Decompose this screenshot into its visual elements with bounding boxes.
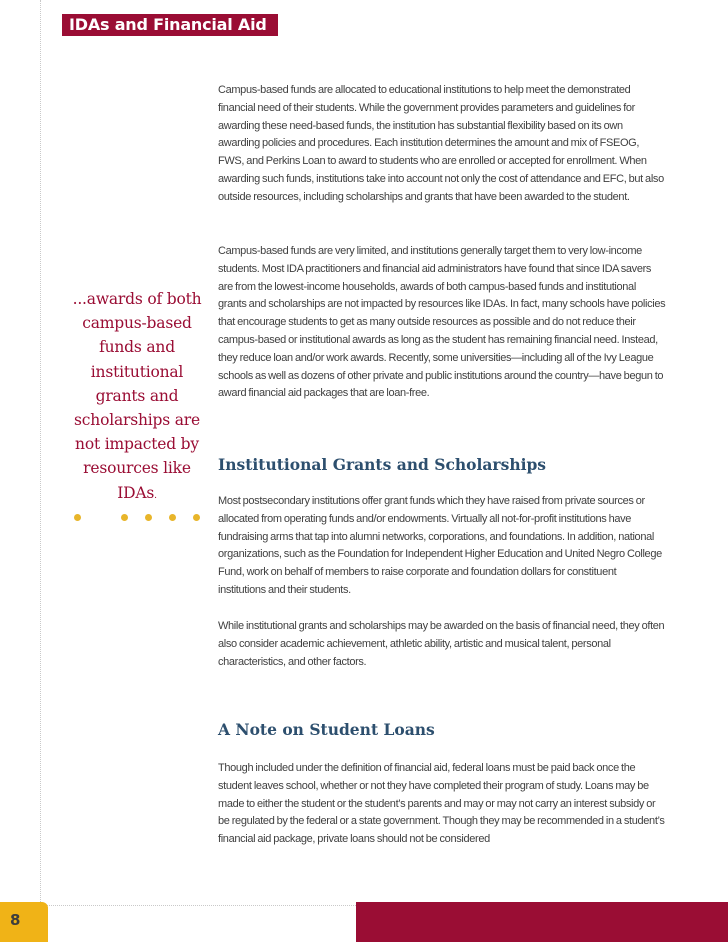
pull-quote-text: ...awards of both campus-based funds and institutional grants and scholarships are not impacted by resources like IDAs — [72, 290, 202, 502]
section-heading-institutional-grants: Institutional Grants and Scholarships — [218, 455, 547, 474]
body-paragraph-4 — [218, 618, 666, 671]
dot-icon — [169, 514, 176, 521]
paragraph-text: Most postsecondary institutions offer grant funds which they have raised from private sources or allocated from operating funds and/or endowments. Virtually all not-for-profit institutions have fundraising arms that tap into alumni networks, corporations, and foundations. In addition, national organizations, such as the Foundation for Independent Higher Education and United Negro College Fund, work on behalf of members to raise corporate and foundation dollars for constituent institutions and their students. — [218, 495, 662, 596]
dot-icon — [121, 514, 128, 521]
body-paragraph-5 — [218, 760, 666, 849]
body-paragraph-3 — [218, 493, 666, 600]
pull-quote-period: . — [154, 490, 157, 501]
footer-bar — [356, 902, 728, 942]
paragraph-text: Campus-based funds are very limited, and institutions generally target them to very low-income students. Most IDA practitioners and financial aid administrators have found that since IDA savers are from the lowest-income households, awards of both campus-based funds and institutional grants and scholarships are not impacted by resources like IDAs. In fact, many schools have policies that encourage students to get as many outside resources as possible and do not reduce their campus-based or institutional awards as long as the student has remaining financial need. Instead, they reduce loan and/or work awards. Recently, some universities—including all of the Ivy League schools as well as dozens of other private and public institutions around the country—have begun to award financial aid packages that are loan-free. — [218, 245, 666, 400]
paragraph-text: While institutional grants and scholarships may be awarded on the basis of financial need, they often also consider academic achievement, athletic ability, artistic and musical talent, personal characteristics, and other factors. — [218, 620, 665, 668]
dot-icon — [193, 514, 200, 521]
body-paragraph-2 — [218, 243, 666, 403]
pull-quote — [70, 287, 204, 508]
decorative-dot-row — [0, 514, 210, 524]
paragraph-text: Campus-based funds are allocated to educational institutions to help meet the demonstrated financial need of their students. While the government provides parameters and guidelines for awarding these need-based funds, the institution has substantial flexibility based on its own awarding policies and procedures. Each institution determines the amount and mix of FSEOG, FWS, and Perkins Loan to award to students who are enrolled or accepted for enrollment. When awarding such funds, institutions take into account not only the cost of attendance and EFC, but also outside resources, including scholarships and grants that have been awarded to the student. — [218, 84, 664, 203]
dot-icon — [145, 514, 152, 521]
margin-dotted-line — [40, 0, 41, 942]
page-number: 8 — [0, 902, 48, 942]
section-heading-student-loans: A Note on Student Loans — [218, 720, 435, 739]
dot-icon — [74, 514, 81, 521]
footer-dotted-line — [40, 905, 356, 906]
paragraph-text: Though included under the definition of financial aid, federal loans must be paid back once the student leaves school, whether or not they have completed their program of study. Loans may be made to either the student or the student’s parents and may or may not carry an interest subsidy or be regulated by the federal or a state government. Though they may be recommended in a student’s financial aid package, private loans should not be considered — [218, 762, 665, 846]
section-header: IDAs and Financial Aid — [62, 14, 278, 36]
body-paragraph-1 — [218, 82, 666, 207]
